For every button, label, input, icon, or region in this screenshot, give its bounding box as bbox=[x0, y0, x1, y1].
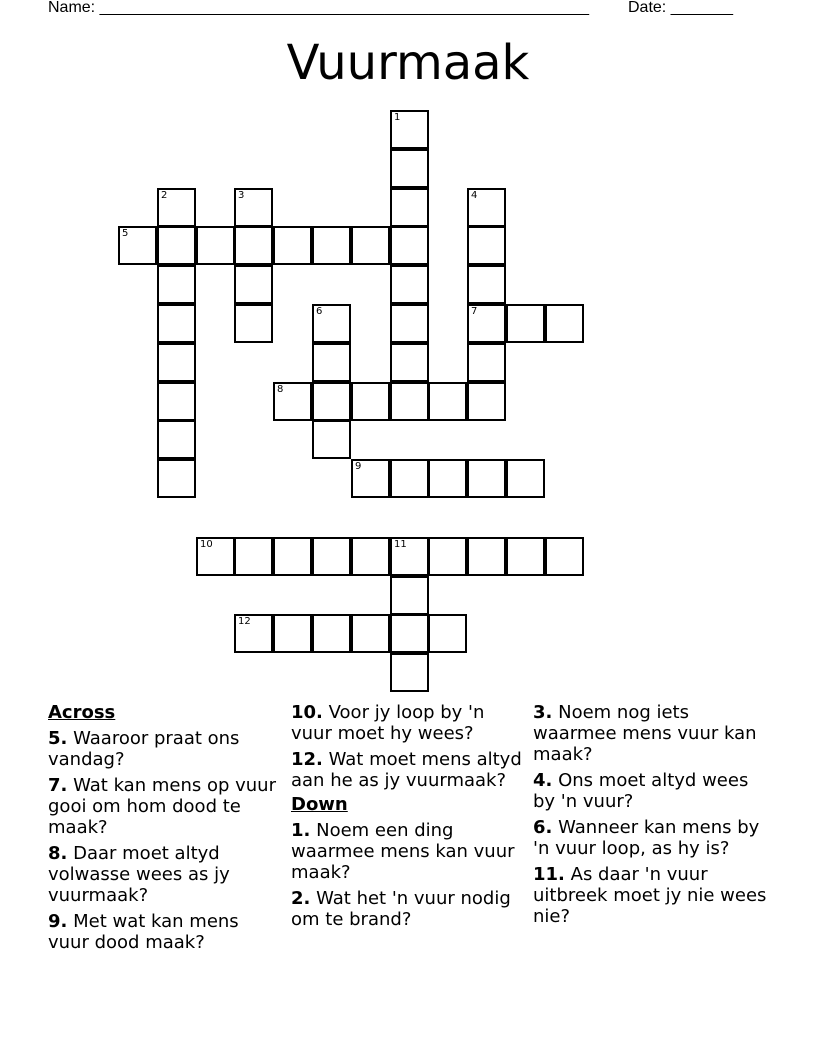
cell-number: 8 bbox=[277, 384, 284, 395]
grid-cell[interactable] bbox=[390, 149, 429, 188]
grid-cell[interactable] bbox=[467, 188, 506, 227]
grid-cell[interactable] bbox=[390, 343, 429, 382]
grid-cell[interactable] bbox=[545, 537, 584, 576]
clue-across-10 bbox=[291, 702, 527, 744]
clue-text: Noem nog iets waarmee mens vuur kan maak? bbox=[533, 702, 757, 765]
grid-cell[interactable] bbox=[390, 382, 429, 421]
grid-cell[interactable] bbox=[428, 614, 467, 653]
clue-number: 3. bbox=[533, 702, 553, 723]
cell-number: 5 bbox=[122, 228, 129, 239]
grid-cell[interactable] bbox=[467, 304, 506, 343]
clue-number: 4. bbox=[533, 770, 553, 791]
grid-cell[interactable] bbox=[312, 304, 351, 343]
clue-across-12 bbox=[291, 749, 527, 791]
cell-number: 12 bbox=[238, 616, 251, 627]
clue-across-7 bbox=[48, 775, 284, 838]
grid-cell[interactable] bbox=[196, 537, 235, 576]
grid-cell[interactable] bbox=[273, 614, 312, 653]
clue-column-1 bbox=[48, 702, 284, 953]
clue-down-6 bbox=[533, 817, 769, 859]
clue-text: Waaroor praat ons vandag? bbox=[48, 728, 240, 770]
page-title: Vuurmaak bbox=[286, 35, 530, 91]
grid-cell[interactable] bbox=[312, 226, 351, 265]
grid-cell[interactable] bbox=[234, 304, 273, 343]
cell-number: 10 bbox=[200, 539, 213, 550]
clue-column-2 bbox=[291, 702, 527, 930]
grid-cell[interactable] bbox=[312, 343, 351, 382]
grid-cell[interactable] bbox=[467, 226, 506, 265]
grid-cell[interactable] bbox=[234, 614, 273, 653]
grid-cell[interactable] bbox=[157, 188, 196, 227]
clue-down-1 bbox=[291, 820, 527, 883]
across-heading: Across bbox=[48, 702, 116, 723]
grid-cell[interactable] bbox=[157, 382, 196, 421]
grid-cell[interactable] bbox=[118, 226, 157, 265]
clue-number: 10. bbox=[291, 702, 323, 723]
grid-cell[interactable] bbox=[428, 537, 467, 576]
grid-cell[interactable] bbox=[390, 576, 429, 615]
grid-cell[interactable] bbox=[157, 304, 196, 343]
grid-cell[interactable] bbox=[351, 614, 390, 653]
clue-text: Wat moet mens altyd aan he as jy vuurmaak? bbox=[291, 749, 522, 791]
cell-number: 6 bbox=[316, 306, 323, 317]
grid-cell[interactable] bbox=[467, 343, 506, 382]
grid-cell[interactable] bbox=[351, 226, 390, 265]
grid-cell[interactable] bbox=[273, 382, 312, 421]
down-heading: Down bbox=[291, 794, 348, 815]
grid-cell[interactable] bbox=[234, 537, 273, 576]
clue-down-3 bbox=[533, 702, 769, 765]
cell-number: 1 bbox=[394, 112, 401, 123]
grid-cell[interactable] bbox=[506, 537, 545, 576]
grid-cell[interactable] bbox=[312, 420, 351, 459]
clue-number: 11. bbox=[533, 864, 565, 885]
grid-cell[interactable] bbox=[234, 226, 273, 265]
clue-number: 6. bbox=[533, 817, 553, 838]
grid-cell[interactable] bbox=[157, 459, 196, 498]
grid-cell[interactable] bbox=[196, 226, 235, 265]
grid-cell[interactable] bbox=[351, 537, 390, 576]
grid-cell[interactable] bbox=[506, 304, 545, 343]
grid-cell[interactable] bbox=[351, 382, 390, 421]
grid-cell[interactable] bbox=[390, 226, 429, 265]
clue-across-9 bbox=[48, 911, 284, 953]
grid-cell[interactable] bbox=[390, 537, 429, 576]
clue-across-8 bbox=[48, 843, 284, 906]
clue-column-3 bbox=[533, 702, 769, 927]
cell-number: 3 bbox=[238, 190, 245, 201]
clue-number: 5. bbox=[48, 728, 68, 749]
grid-cell[interactable] bbox=[390, 459, 429, 498]
grid-cell[interactable] bbox=[390, 653, 429, 692]
clue-text: Ons moet altyd wees by 'n vuur? bbox=[533, 770, 749, 812]
grid-cell[interactable] bbox=[312, 614, 351, 653]
clue-down-11 bbox=[533, 864, 769, 927]
grid-cell[interactable] bbox=[351, 459, 390, 498]
grid-cell[interactable] bbox=[428, 459, 467, 498]
grid-cell[interactable] bbox=[428, 382, 467, 421]
clue-text: Wanneer kan mens by 'n vuur loop, as hy is? bbox=[533, 817, 760, 859]
grid-cell[interactable] bbox=[390, 110, 429, 149]
clue-number: 7. bbox=[48, 775, 68, 796]
grid-cell[interactable] bbox=[390, 265, 429, 304]
grid-cell[interactable] bbox=[157, 420, 196, 459]
grid-cell[interactable] bbox=[467, 459, 506, 498]
clue-number: 9. bbox=[48, 911, 68, 932]
grid-cell[interactable] bbox=[390, 304, 429, 343]
grid-cell[interactable] bbox=[467, 537, 506, 576]
clue-across-5 bbox=[48, 728, 284, 770]
grid-cell[interactable] bbox=[157, 226, 196, 265]
cell-number: 11 bbox=[394, 539, 407, 550]
grid-cell[interactable] bbox=[157, 265, 196, 304]
clue-down-2 bbox=[291, 888, 527, 930]
grid-cell[interactable] bbox=[467, 382, 506, 421]
clue-number: 8. bbox=[48, 843, 68, 864]
clue-down-4 bbox=[533, 770, 769, 812]
grid-cell[interactable] bbox=[234, 188, 273, 227]
clue-number: 2. bbox=[291, 888, 311, 909]
grid-cell[interactable] bbox=[390, 614, 429, 653]
grid-cell[interactable] bbox=[390, 188, 429, 227]
grid-cell[interactable] bbox=[234, 265, 273, 304]
grid-cell[interactable] bbox=[506, 459, 545, 498]
clue-text: Voor jy loop by 'n vuur moet hy wees? bbox=[291, 702, 485, 744]
cell-number: 9 bbox=[355, 461, 362, 472]
clue-text: Met wat kan mens vuur dood maak? bbox=[48, 911, 239, 953]
cell-number: 2 bbox=[161, 190, 168, 201]
grid-cell[interactable] bbox=[157, 343, 196, 382]
clue-text: Wat het 'n vuur nodig om te brand? bbox=[291, 888, 511, 930]
grid-cell[interactable] bbox=[273, 226, 312, 265]
clue-number: 12. bbox=[291, 749, 323, 770]
grid-cell[interactable] bbox=[467, 265, 506, 304]
name-field[interactable]: Name: _______________________________________________________ bbox=[48, 0, 589, 16]
grid-cell[interactable] bbox=[312, 382, 351, 421]
grid-cell[interactable] bbox=[273, 537, 312, 576]
grid-cell[interactable] bbox=[545, 304, 584, 343]
grid-cell[interactable] bbox=[312, 537, 351, 576]
clue-number: 1. bbox=[291, 820, 311, 841]
clue-text: As daar 'n vuur uitbreek moet jy nie wees nie? bbox=[533, 864, 767, 927]
clue-text: Daar moet altyd volwasse wees as jy vuurmaak? bbox=[48, 843, 230, 906]
clue-text: Noem een ding waarmee mens kan vuur maak? bbox=[291, 820, 515, 883]
date-field[interactable]: Date: _______ bbox=[628, 0, 733, 16]
cell-number: 7 bbox=[471, 306, 478, 317]
cell-number: 4 bbox=[471, 190, 478, 201]
clue-text: Wat kan mens op vuur gooi om hom dood te maak? bbox=[48, 775, 276, 838]
